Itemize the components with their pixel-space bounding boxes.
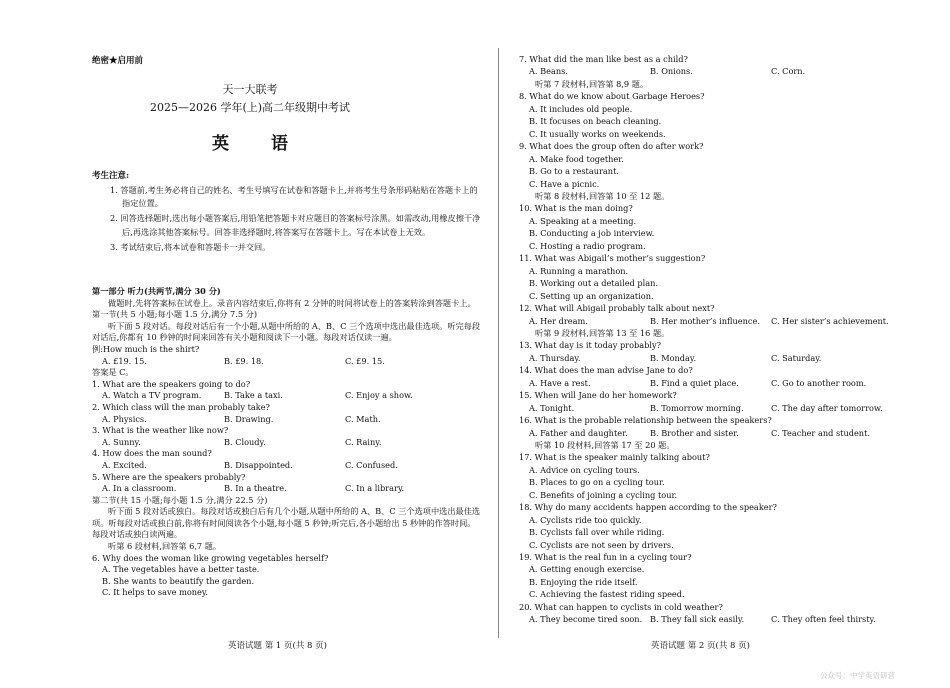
question: 16. What is the probable relationship between the speakers? [519, 415, 772, 426]
question: 5. Where are the speakers probably? [92, 471, 246, 482]
option: B. Onions. [650, 66, 693, 77]
notice-list [110, 184, 482, 256]
option: A. Excited. [102, 459, 147, 470]
question: 1. What are the speakers going to do? [92, 378, 251, 389]
notice-item: 1. 答题前,考生务必将自己的姓名、考生号填写在试卷和答题卡上,并将考生号条形码粘贴在答题卡上的指定位置。 [110, 185, 478, 209]
option: C. Achieving the fastest riding speed. [529, 589, 685, 600]
option: C. It helps to save money. [102, 587, 209, 598]
option: C. It usually works on weekends. [529, 128, 666, 139]
option: B. In a theatre. [224, 483, 287, 494]
option: A. Watch a TV program. [102, 390, 202, 401]
question-options [92, 460, 482, 472]
option: B. Working out a detailed plan. [529, 278, 659, 289]
option: A. Sunny. [102, 436, 141, 447]
question: 12. What will Abigail probably talk about next? [519, 303, 715, 314]
right-page [519, 53, 929, 626]
option: C. Have a picnic. [529, 178, 600, 189]
option: A. Running a marathon. [529, 265, 629, 276]
question-options [519, 613, 929, 625]
watermark: 公众号：中学英语研营 [820, 671, 895, 680]
option: B. Cyclists fall over while riding. [529, 527, 665, 538]
option: C. They often feel thirsty. [771, 614, 876, 625]
notice-item: 2. 回答选择题时,选出每小题答案后,用铅笔把答题卡对应题目的答案标号涂黑。如需改动,用橡皮擦干净后,再选涂其他答案标号。回答非选择题时,将答案写在答题卡上。写在本试卷上无效。 [110, 213, 481, 237]
question-options [519, 427, 929, 439]
option: A. Father and daughter. [529, 427, 628, 438]
question: 10. What is the man doing? [519, 203, 633, 214]
question: 7. What did the man like best as a child? [519, 54, 688, 64]
option: C. In a library. [345, 483, 405, 494]
exam-title: 2025—2026 学年(上)高二年级期中考试 [149, 101, 351, 114]
section2-title: 第二节(共 15 小题;每小题 1.5 分,满分 22.5 分) [92, 494, 268, 505]
option: C. Saturday. [771, 352, 822, 363]
example-answer: 答案是 C。 [92, 367, 134, 378]
option: B. Cloudy. [224, 436, 266, 447]
question: 6. Why does the woman like growing vegetables herself? [92, 552, 329, 563]
option: C. Corn. [771, 66, 806, 77]
option: B. Monday. [650, 352, 697, 363]
section1-intro: 听下面 5 段对话。每段对话后有一个小题,从题中所给的 A、B、C 三个选项中选出最佳选项。听完每段对话后,你都有 10 秒钟的时间来回答有关小题和阅读下一小题。每段对话仅读一遍。 [92, 320, 481, 343]
material-note: 听第 8 段材料,回答第 10 至 12 题。 [535, 190, 670, 201]
option: C. Cyclists are not seen by drivers. [529, 539, 674, 550]
option: A. Make food together. [529, 153, 624, 164]
option: C. Setting up an organization. [529, 290, 654, 301]
material-note: 听第 7 段材料,回答第 8,9 题。 [535, 78, 649, 89]
option: B. Her mother’s influence. [650, 315, 760, 326]
option: C. The day after tomorrow. [771, 402, 883, 413]
part1-block [92, 286, 482, 599]
option: A. £19. 15. [102, 355, 147, 366]
question-options [519, 377, 929, 389]
option: C. Go to another room. [771, 377, 867, 388]
option: B. Go to a restaurant. [529, 166, 619, 177]
option: A. Thursday. [529, 352, 581, 363]
option: B. They fall sick easily. [650, 614, 745, 625]
notice-item: 3. 考试结束后,将本试卷和答题卡一并交回。 [110, 241, 271, 252]
question-options [519, 315, 929, 327]
question-options [92, 414, 482, 426]
option: C. Rainy. [345, 436, 382, 447]
option: C. Enjoy a show. [345, 390, 413, 401]
section2-intro: 听下面 5 段对话或独白。每段对话或独白后有几个小题,从题中所给的 A、B、C 三个选项中选出最佳选项。听每段对话或独白前,你将有时间阅读各个小题,每小题 5 秒钟;听完后,各小题给出 5 秒钟的作答时间。每段对话或独白读两遍。 [92, 506, 481, 540]
page-divider [498, 48, 499, 638]
option: B. Find a quiet place. [650, 377, 739, 388]
option: B. Brother and sister. [650, 427, 739, 438]
question: 17. What is the speaker mainly talking about? [519, 452, 710, 463]
option: C. Teacher and student. [771, 427, 870, 438]
material-note: 听第 9 段材料,回答第 13 至 16 题。 [535, 327, 670, 338]
question-options [519, 352, 929, 364]
option: B. Enjoying the ride itself. [529, 576, 638, 587]
option: A. Tonight. [529, 402, 575, 413]
option: A. Speaking at a meeting. [529, 215, 637, 226]
option: A. They become tired soon. [529, 614, 643, 625]
subject-title: 英 语 [212, 134, 306, 154]
exam-organizer: 天一大联考 [222, 83, 278, 96]
option: C. Hosting a radio program. [529, 240, 646, 251]
section1-title: 第一节(共 5 小题;每小题 1.5 分,满分 7.5 分) [92, 309, 258, 320]
part1-intro: 做题时,先将答案标在试卷上。录音内容结束后,你将有 2 分钟的时间将试卷上的答案转涂到答题卡上。 [108, 297, 476, 308]
question-options [519, 65, 929, 77]
question: 13. What day is it today probably? [519, 340, 662, 351]
material-note: 听第 6 段材料,回答第 6,7 题。 [108, 541, 222, 552]
option: C. Her sister’s achievement. [771, 315, 889, 326]
option: A. Beans. [529, 66, 568, 77]
option: B. Conducting a job interview. [529, 228, 655, 239]
option: A. The vegetables have a better taste. [102, 564, 260, 575]
question: 3. What is the weather like now? [92, 425, 229, 436]
question-options [92, 483, 482, 495]
option: B. Drawing. [224, 413, 274, 424]
option: A. Cyclists ride too quickly. [529, 514, 642, 525]
question: 8. What do we know about Garbage Heroes? [519, 91, 705, 102]
option: C. Benefits of joining a cycling tour. [529, 489, 678, 500]
option: A. Getting enough exercise. [529, 564, 645, 575]
question: 19. What is the real fun in a cycling tour? [519, 552, 692, 563]
question: 2. Which class will the man probably take? [92, 401, 270, 412]
option: C. £9. 15. [345, 355, 385, 366]
option: B. Tomorrow morning. [650, 402, 744, 413]
question: 20. What can happen to cyclists in cold weather? [519, 601, 723, 612]
option: B. £9. 18. [224, 355, 264, 366]
option: B. She wants to beautify the garden. [102, 575, 255, 586]
question: 14. What does the man advise Jane to do? [519, 365, 693, 376]
option: A. Advice on cycling tours. [529, 464, 640, 475]
material-note: 听第 10 段材料,回答第 17 至 20 题。 [535, 439, 675, 450]
option: B. Take a taxi. [224, 390, 283, 401]
question: 9. What does the group often do after work? [519, 141, 704, 152]
question: 18. Why do many accidents happen according to the speaker? [519, 502, 777, 513]
option: C. Confused. [345, 459, 398, 470]
option: A. Physics. [102, 413, 147, 424]
page-footer-right: 英语试题 第 2 页(共 8 页) [651, 641, 750, 651]
option: A. Her dream. [529, 315, 588, 326]
option: C. Math. [345, 413, 381, 424]
notice-title: 考生注意: [92, 171, 130, 181]
question-options [92, 390, 482, 402]
option: B. It focuses on beach cleaning. [529, 116, 662, 127]
example-question: 例:How much is the shirt? [92, 343, 200, 354]
question: 11. What was Abigail’s mother’s suggestion? [519, 253, 706, 264]
part1-title: 第一部分 听力(共两节,满分 30 分) [92, 286, 221, 296]
confidential-label: 绝密★启用前 [92, 56, 144, 66]
question-options [519, 402, 929, 414]
option: B. Disappointed. [224, 459, 293, 470]
question: 4. How does the man sound? [92, 448, 212, 459]
option: B. Places to go on a cycling tour. [529, 477, 665, 488]
question: 15. When will Jane do her homework? [519, 390, 677, 401]
example-options [92, 356, 482, 368]
question-options [92, 437, 482, 449]
page-footer-left: 英语试题 第 1 页(共 8 页) [228, 641, 327, 651]
option: A. Have a rest. [529, 377, 591, 388]
option: A. It includes old people. [529, 103, 633, 114]
option: A. In a classroom. [102, 483, 177, 494]
